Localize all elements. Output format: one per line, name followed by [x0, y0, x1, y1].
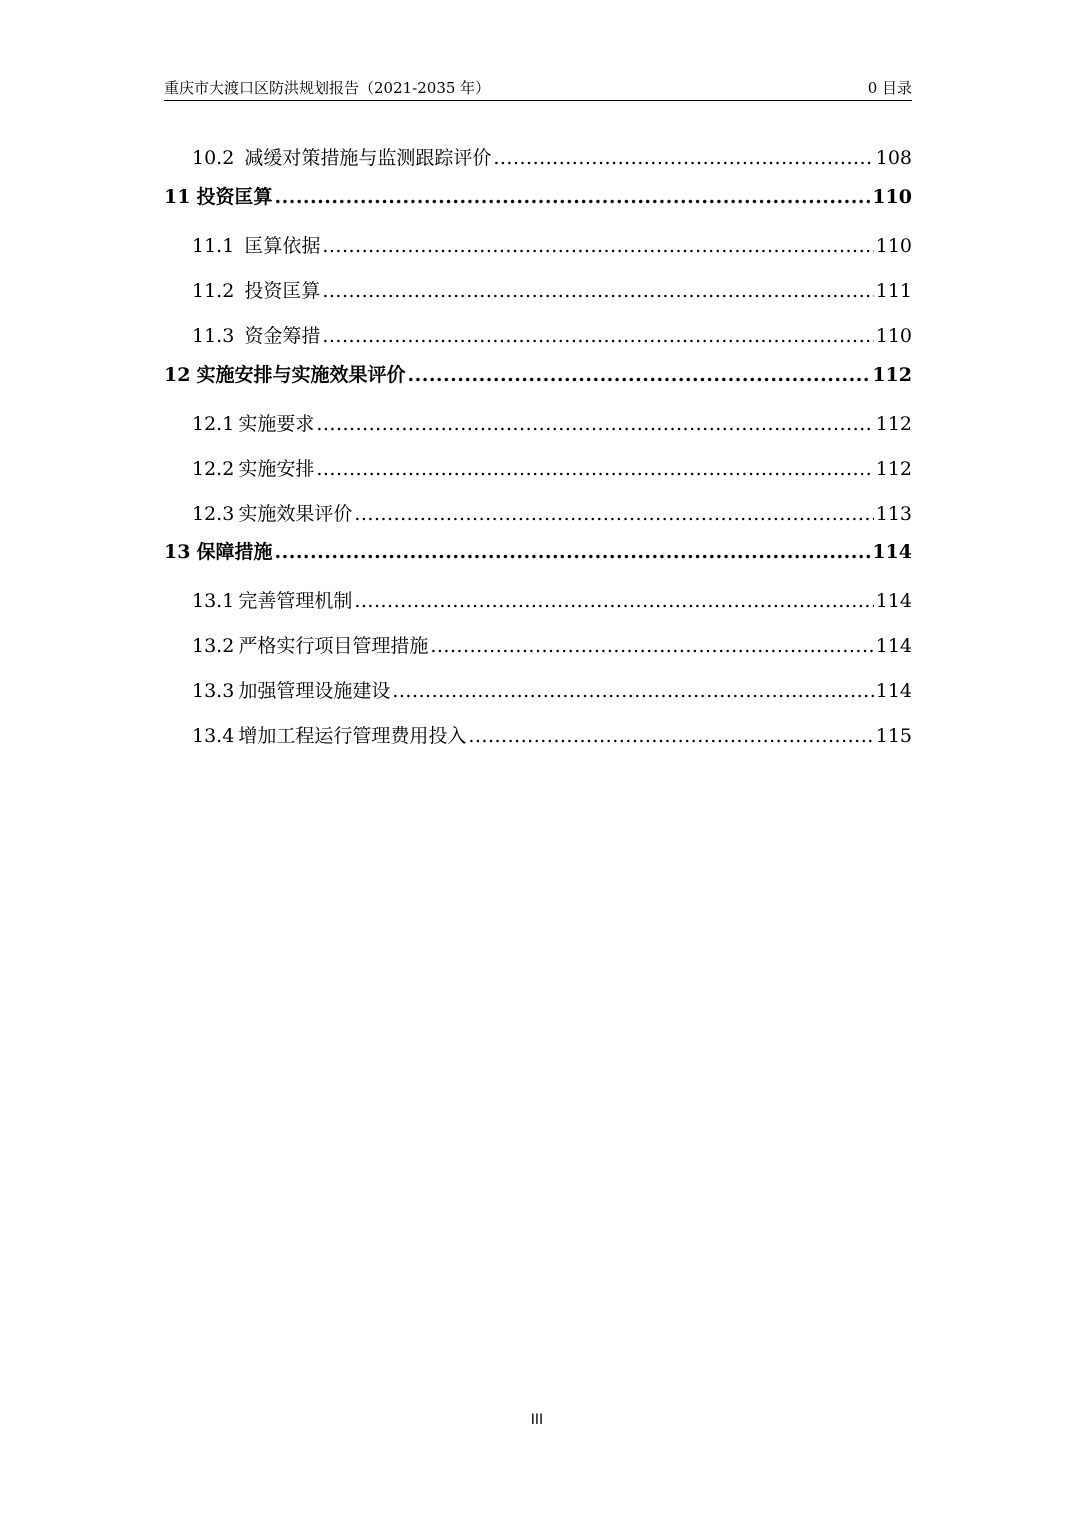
toc-entry-11-2[interactable]	[164, 276, 912, 306]
toc-chapter-number: 12	[164, 364, 191, 386]
header-document-title: 重庆市大渡口区防洪规划报告（2021-2035 年）	[164, 79, 491, 97]
header-section-label: 0 目录	[867, 79, 912, 97]
toc-dot-leader	[322, 276, 873, 306]
toc-chapter-title: 保障措施	[196, 541, 273, 563]
toc-dot-leader	[468, 721, 873, 751]
toc-entry-page: 112	[875, 413, 912, 435]
toc-entry-number: 10.2	[192, 147, 235, 169]
toc-chapter-page: 114	[872, 541, 912, 563]
toc-entry-13-3[interactable]	[164, 676, 912, 706]
toc-entry-12-2[interactable]	[164, 454, 912, 484]
toc-dot-leader	[316, 409, 873, 439]
toc-chapter-11[interactable]	[164, 182, 912, 212]
toc-entry-title: 实施要求	[238, 413, 315, 435]
page-header	[164, 77, 912, 99]
toc-dot-leader	[274, 537, 870, 567]
toc-entry-page: 114	[875, 680, 912, 702]
toc-chapter-number: 13	[164, 541, 191, 563]
toc-entry-title: 匡算依据	[244, 235, 321, 257]
toc-dot-leader	[354, 586, 873, 616]
toc-dot-leader	[316, 454, 873, 484]
toc-entry-10-2[interactable]	[164, 143, 912, 173]
toc-entry-12-3[interactable]	[164, 499, 912, 529]
toc-entry-title: 投资匡算	[244, 280, 321, 302]
toc-entry-title: 实施安排	[238, 458, 315, 480]
toc-chapter-title: 实施安排与实施效果评价	[196, 364, 406, 386]
toc-entry-13-1[interactable]	[164, 586, 912, 616]
toc-entry-11-1[interactable]	[164, 231, 912, 261]
toc-dot-leader	[322, 321, 873, 351]
toc-entry-11-3[interactable]	[164, 321, 912, 351]
toc-entry-number: 12.1	[192, 413, 235, 435]
toc-chapter-number: 11	[164, 186, 191, 208]
toc-entry-page: 113	[875, 503, 912, 525]
toc-dot-leader	[354, 499, 873, 529]
toc-entry-page: 111	[875, 280, 912, 302]
toc-entry-13-4[interactable]	[164, 721, 912, 751]
toc-entry-number: 12.2	[192, 458, 235, 480]
toc-entry-title: 减缓对策措施与监测跟踪评价	[244, 147, 492, 169]
toc-entry-12-1[interactable]	[164, 409, 912, 439]
toc-entry-page: 110	[875, 325, 912, 347]
toc-chapter-page: 110	[872, 186, 912, 208]
toc-entry-title: 完善管理机制	[238, 590, 353, 612]
toc-entry-number: 13.4	[192, 725, 235, 747]
toc-entry-13-2[interactable]	[164, 631, 912, 661]
toc-entry-number: 12.3	[192, 503, 235, 525]
toc-chapter-title: 投资匡算	[196, 186, 273, 208]
toc-chapter-12[interactable]	[164, 360, 912, 390]
toc-entry-number: 11.2	[192, 280, 235, 302]
toc-dot-leader	[407, 360, 870, 390]
toc-entry-page: 112	[875, 458, 912, 480]
toc-entry-page: 108	[875, 147, 912, 169]
toc-entry-title: 资金筹措	[244, 325, 321, 347]
toc-entry-number: 13.2	[192, 635, 235, 657]
toc-entry-page: 114	[875, 590, 912, 612]
toc-dot-leader	[392, 676, 873, 706]
toc-entry-number: 11.3	[192, 325, 235, 347]
toc-dot-leader	[430, 631, 873, 661]
toc-entry-page: 110	[875, 235, 912, 257]
toc-dot-leader	[493, 143, 873, 173]
toc-entry-title: 实施效果评价	[238, 503, 353, 525]
page-number: III	[530, 1412, 544, 1428]
toc-chapter-13[interactable]	[164, 537, 912, 567]
toc-dot-leader	[322, 231, 873, 261]
toc-entry-title: 增加工程运行管理费用投入	[238, 725, 467, 747]
toc-entry-title: 严格实行项目管理措施	[238, 635, 429, 657]
toc-entry-page: 115	[875, 725, 912, 747]
toc-entry-number: 13.1	[192, 590, 235, 612]
toc-entry-number: 11.1	[192, 235, 235, 257]
header-rule	[164, 100, 912, 101]
toc-entry-number: 13.3	[192, 680, 235, 702]
toc-entry-page: 114	[875, 635, 912, 657]
toc-entry-title: 加强管理设施建设	[238, 680, 391, 702]
toc-dot-leader	[274, 182, 870, 212]
toc-chapter-page: 112	[872, 364, 912, 386]
